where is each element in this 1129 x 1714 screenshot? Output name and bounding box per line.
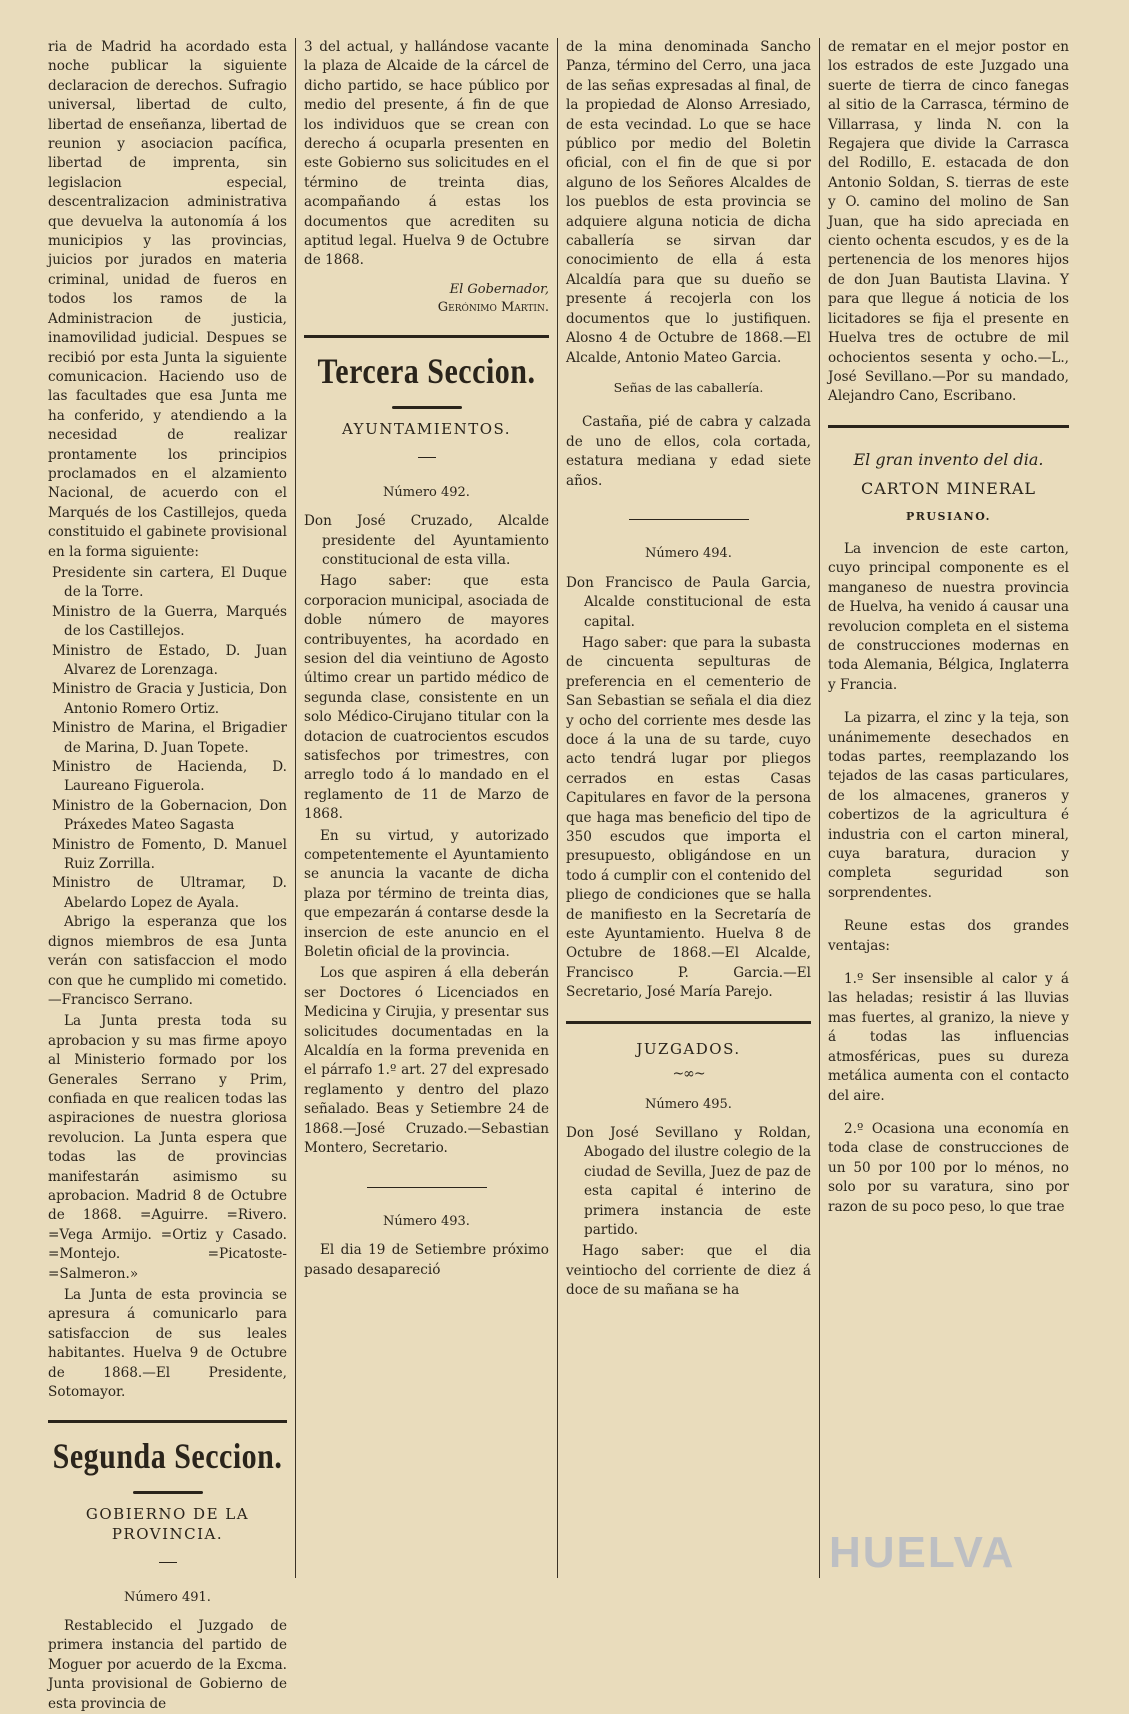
paragraph: Castaña, pié de cabra y calzada de uno de ellos, cola cortada, estatura mediana y edad siete años. <box>566 414 811 489</box>
paragraph: de rematar en el mejor postor en los estrados de este Juzgado una suerte de tierra de cinco fanegas al sitio de la Carrasca, término de Villarrasa, y linda N. con la Regajera que divide la Carrasca del Rodillo, E. estacada de don Antonio Soldan, S. tierras de este y O. camino del molino de San Juan, que ha sido apreciada en ciento ochenta escudos, y es de la pertenencia de los menores hijos de don Juan Bautista Llavina. Y para que llegue á noticia de los licitadores se fija el presente en Huelva tres de octubre de mil ochocientos sesenta y ocho.—L., José Sevillano.—Por su mandado, Alejandro Cano, Escribano. <box>828 39 1069 405</box>
paragraph: Reune estas dos grandes ventajas: <box>828 918 1069 954</box>
divider <box>566 1021 811 1024</box>
column-4 <box>819 38 1077 1578</box>
subhead-gobierno: GOBIERNO DE LA PROVINCIA. <box>85 1505 250 1543</box>
ornament-divider <box>48 1483 287 1491</box>
list-item: Ministro de la Guerra, Marqués de los Castillejos. <box>52 603 287 640</box>
signature-block <box>304 281 549 317</box>
notice-number: Número 494. <box>645 546 732 562</box>
divider <box>828 425 1069 428</box>
list-item: Ministro de Gracia y Justicia, Don Antonio Romero Ortiz. <box>52 681 287 717</box>
paragraph: 3 del actual, y hallándose vacante la plaza de Alcaide de la cárcel de dicho partido, se hace público por medio del presente, á fin de que los individuos que se crean con derecho á ocuparla presenten en este Gobierno sus solicitudes en el término de treinta dias, acompañando á estas los documentos que acrediten su aptitud legal. Huelva 9 de Octubre de 1868. <box>304 39 549 269</box>
ad-heading: El gran invento del dia. <box>853 449 1044 469</box>
signature-title: El Gobernador, <box>449 281 549 297</box>
list-item: Ministro de Hacienda, D. Laureano Figuerola. <box>52 759 287 795</box>
paragraph: La invencion de este carton, cuyo principal componente es el manganeso de nuestra provincia de Huelva, ha venido á causar una revolucion completa en el sistema de construcciones modernas en toda Alemania, Bélgica, Inglaterra y Francia. <box>828 540 1069 693</box>
notice-number: Número 491. <box>124 1589 211 1605</box>
notice-number: Número 493. <box>383 1213 470 1229</box>
paragraph: Don José Sevillano y Roldan, Abogado del ilustre colegio de la ciudad de Sevilla, Juez de paz de esta capital é interino de primera instancia de este partido. <box>566 1124 811 1238</box>
subhead-ayuntamientos: AYUNTAMIENTOS. <box>341 419 512 438</box>
list-item: Presidente sin cartera, El Duque de la Torre. <box>52 564 287 601</box>
list-item: Ministro de la Gobernacion, Don Práxedes Mateo Sagasta <box>52 797 287 834</box>
column-1 <box>40 38 295 1712</box>
column-2 <box>295 38 557 1578</box>
notice-number: Número 495. <box>645 1096 732 1112</box>
paragraph: de la mina denominada Sancho Panza, término del Cerro, una jaca de las señas expresadas al final, de la propiedad de Alonso Arresiado, de esta vecindad. Lo que se hace público por medio del Boletin oficial, con el fin de que si por alguno de los Señores Alcaldes de los pueblos de esta provincia se adquiere alguna noticia de dicha caballería se sirvan dar conocimiento de ella á esta Alcaldía para que su dueño se presente á recojerla con los documentos que lo justifiquen. Alosno 4 de Octubre de 1868.—El Alcalde, Antonio Mateo Garcia. <box>566 39 811 366</box>
list-item: Ministro de Marina, el Brigadier de Marina, D. Juan Topete. <box>52 720 287 756</box>
paragraph: Restablecido el Juzgado de primera instancia del partido de Moguer por acuerdo de la Excma. Junta provisional de Gobierno de esta provincia de <box>48 1618 287 1712</box>
paragraph: Hago saber: que el dia veintiocho del corriente de diez á doce de su mañana se ha <box>566 1243 811 1299</box>
ad-title: CARTON MINERAL <box>860 479 1037 499</box>
paragraph: Abrigo la esperanza que los dignos miembros de esa Junta verán con satisfaccion el modo con que he cumplido mi cometido.—Francisco Serrano. <box>48 914 287 1008</box>
paragraph: Don José Cruzado, Alcalde presidente del Ayuntamiento constitucional de esta villa. <box>304 513 549 568</box>
signature-name: Gerónimo Martin. <box>437 299 549 315</box>
ornament-squiggle: ~∞~ <box>672 1066 705 1083</box>
paragraph: La Junta presta toda su aprobacion y su mas firme apoyo al Ministerio formado por los Generales Serrano y Prim, confiada en que realicen todas las aspiraciones de nuestra gloriosa revolucion. La Junta espera que todas las de provincias manifestarán asimismo su aprobacion. Madrid 8 de Octubre de 1868. =Aguirre. =Rivero. =Vega Armijo. =Ortiz y Casado. =Montejo. =Picatoste- =Salmeron.» <box>48 1013 287 1282</box>
paragraph: 1.º Ser insensible al calor y á las heladas; resistir á las lluvias mas fuertes, al granizo, la nieve y á todas las influencias atmosféricas, pues su dureza metálica aumenta con el contacto del aire. <box>828 971 1069 1104</box>
ornament-divider <box>304 398 549 406</box>
divider <box>304 335 549 338</box>
list-item: Ministro de Ultramar, D. Abelardo Lopez de Ayala. <box>52 875 287 911</box>
paragraph: ria de Madrid ha acordado esta noche publicar la siguiente declaracion de derechos. Sufragio universal, libertad de culto, libertad de enseñanza, libertad de reunion y asociacion pacífica, libertad de imprenta, sin legislacion especial, descentralizacion administrativa que devuelva la autonomía á los municipios y las provincias, juicios por jurados en materia criminal, unidad de fueros en todos los ramos de la Administracion de justicia, inamovilidad judicial. Despues se recibió por esta Junta la siguiente comunicacion. Haciendo uso de las facultades que esa Junta me ha conferido, y atendiendo a la necesidad de realizar prontamente los principios proclamados en el alzamiento Nacional, de acuerdo con el Marqués de los Castillejos, queda constituido el gabinete provisional en la forma siguiente: <box>48 39 287 560</box>
paragraph: 2.º Ocasiona una economía en toda clase de construcciones de un 50 por 100 por lo ménos, no solo por su varatura, sino por razon de su poco peso, lo que trae <box>828 1120 1069 1215</box>
paragraph: El dia 19 de Setiembre próximo pasado desapareció <box>304 1242 549 1278</box>
ad-subtitle: PRUSIANO. <box>906 509 991 523</box>
paragraph: En su virtud, y autorizado competentemente el Ayuntamiento se anuncia la vacante de dicha plaza por término de treinta dias, que empezarán á contarse desde la insercion de este anuncio en el Boletin oficial de la provincia. <box>304 827 549 961</box>
library-watermark: HUELVA <box>829 1528 1016 1577</box>
newspaper-page <box>40 38 1100 1712</box>
dash-divider <box>304 445 549 464</box>
divider <box>48 1420 287 1423</box>
ministers-list <box>48 564 287 913</box>
dash-divider <box>48 1550 287 1569</box>
section-title-tercera: Tercera Seccion. <box>317 351 536 392</box>
section-title-segunda: Segunda Seccion. <box>52 1437 283 1477</box>
list-item: Ministro de Fomento, D. Manuel Ruiz Zorrilla. <box>52 836 287 873</box>
paragraph: Don Francisco de Paula Garcia, Alcalde constitucional de esta capital. <box>566 574 811 630</box>
paragraph: La pizarra, el zinc y la teja, son unánimemente desechados en todas partes, reemplazando los tejados de las casas particulares, de los almacenes, graneros y cobertizos de la agricultura é industria con el carton mineral, cuya baratura, duracion y completa seguridad son sorprendentes. <box>828 710 1069 901</box>
paragraph: La Junta de esta provincia se apresura á comunicarlo para satisfaccion de sus leales habitantes. Huelva 9 de Octubre de 1868.—El Presidente, Sotomayor. <box>48 1287 287 1401</box>
list-item: Ministro de Estado, D. Juan Alvarez de Lorenzaga. <box>52 642 287 678</box>
paragraph: Hago saber: que esta corporacion municipal, asociada de doble número de mayores contribuyentes, ha acordado en sesion del dia veintiuno de Agosto último crear un partido médico de segunda clase, consistente en un solo Médico-Cirujano titular con la dotacion de cuatrocientos escudos satisfechos por trimestres, con arreglo todo á lo mandado en el reglamento de 11 de Marzo de 1868. <box>304 573 549 823</box>
short-divider <box>304 1175 549 1194</box>
notice-number: Número 492. <box>383 484 470 500</box>
senas-heading: Señas de las caballería. <box>613 379 764 395</box>
paragraph: Los que aspiren á ella deberán ser Doctores ó Licenciados en Medicina y Cirujia, y presentar sus solicitudes documentadas en la Alcaldía en la forma prevenida en el párrafo 1.º art. 27 del expresado reglamento y dentro del plazo señalado. Beas y Setiembre 24 de 1868.—José Cruzado.—Sebastian Montero, Secretario. <box>304 965 549 1157</box>
short-divider <box>566 507 811 526</box>
paragraph: Hago saber: que para la subasta de cincuenta sepulturas de preferencia en el cementerio de San Sebastian se señala el dia diez y ocho del corriente mes desde las doce á la una de su tarde, cuyo acto tendrá lugar por pliegos cerrados en estas Casas Capitulares en favor de la persona que haga mas beneficio del tipo de 350 escudos que importa el presupuesto, obligándose en un todo á cumplir con el contenido del pliego de condiciones que se halla de manifiesto en la Secretaría de este Ayuntamiento. Huelva 8 de Octubre de 1868.—El Alcalde, Francisco P. Garcia.—El Secretario, José María Parejo. <box>566 634 811 1001</box>
column-3 <box>557 38 819 1578</box>
subhead-juzgados: JUZGADOS. <box>636 1039 741 1058</box>
